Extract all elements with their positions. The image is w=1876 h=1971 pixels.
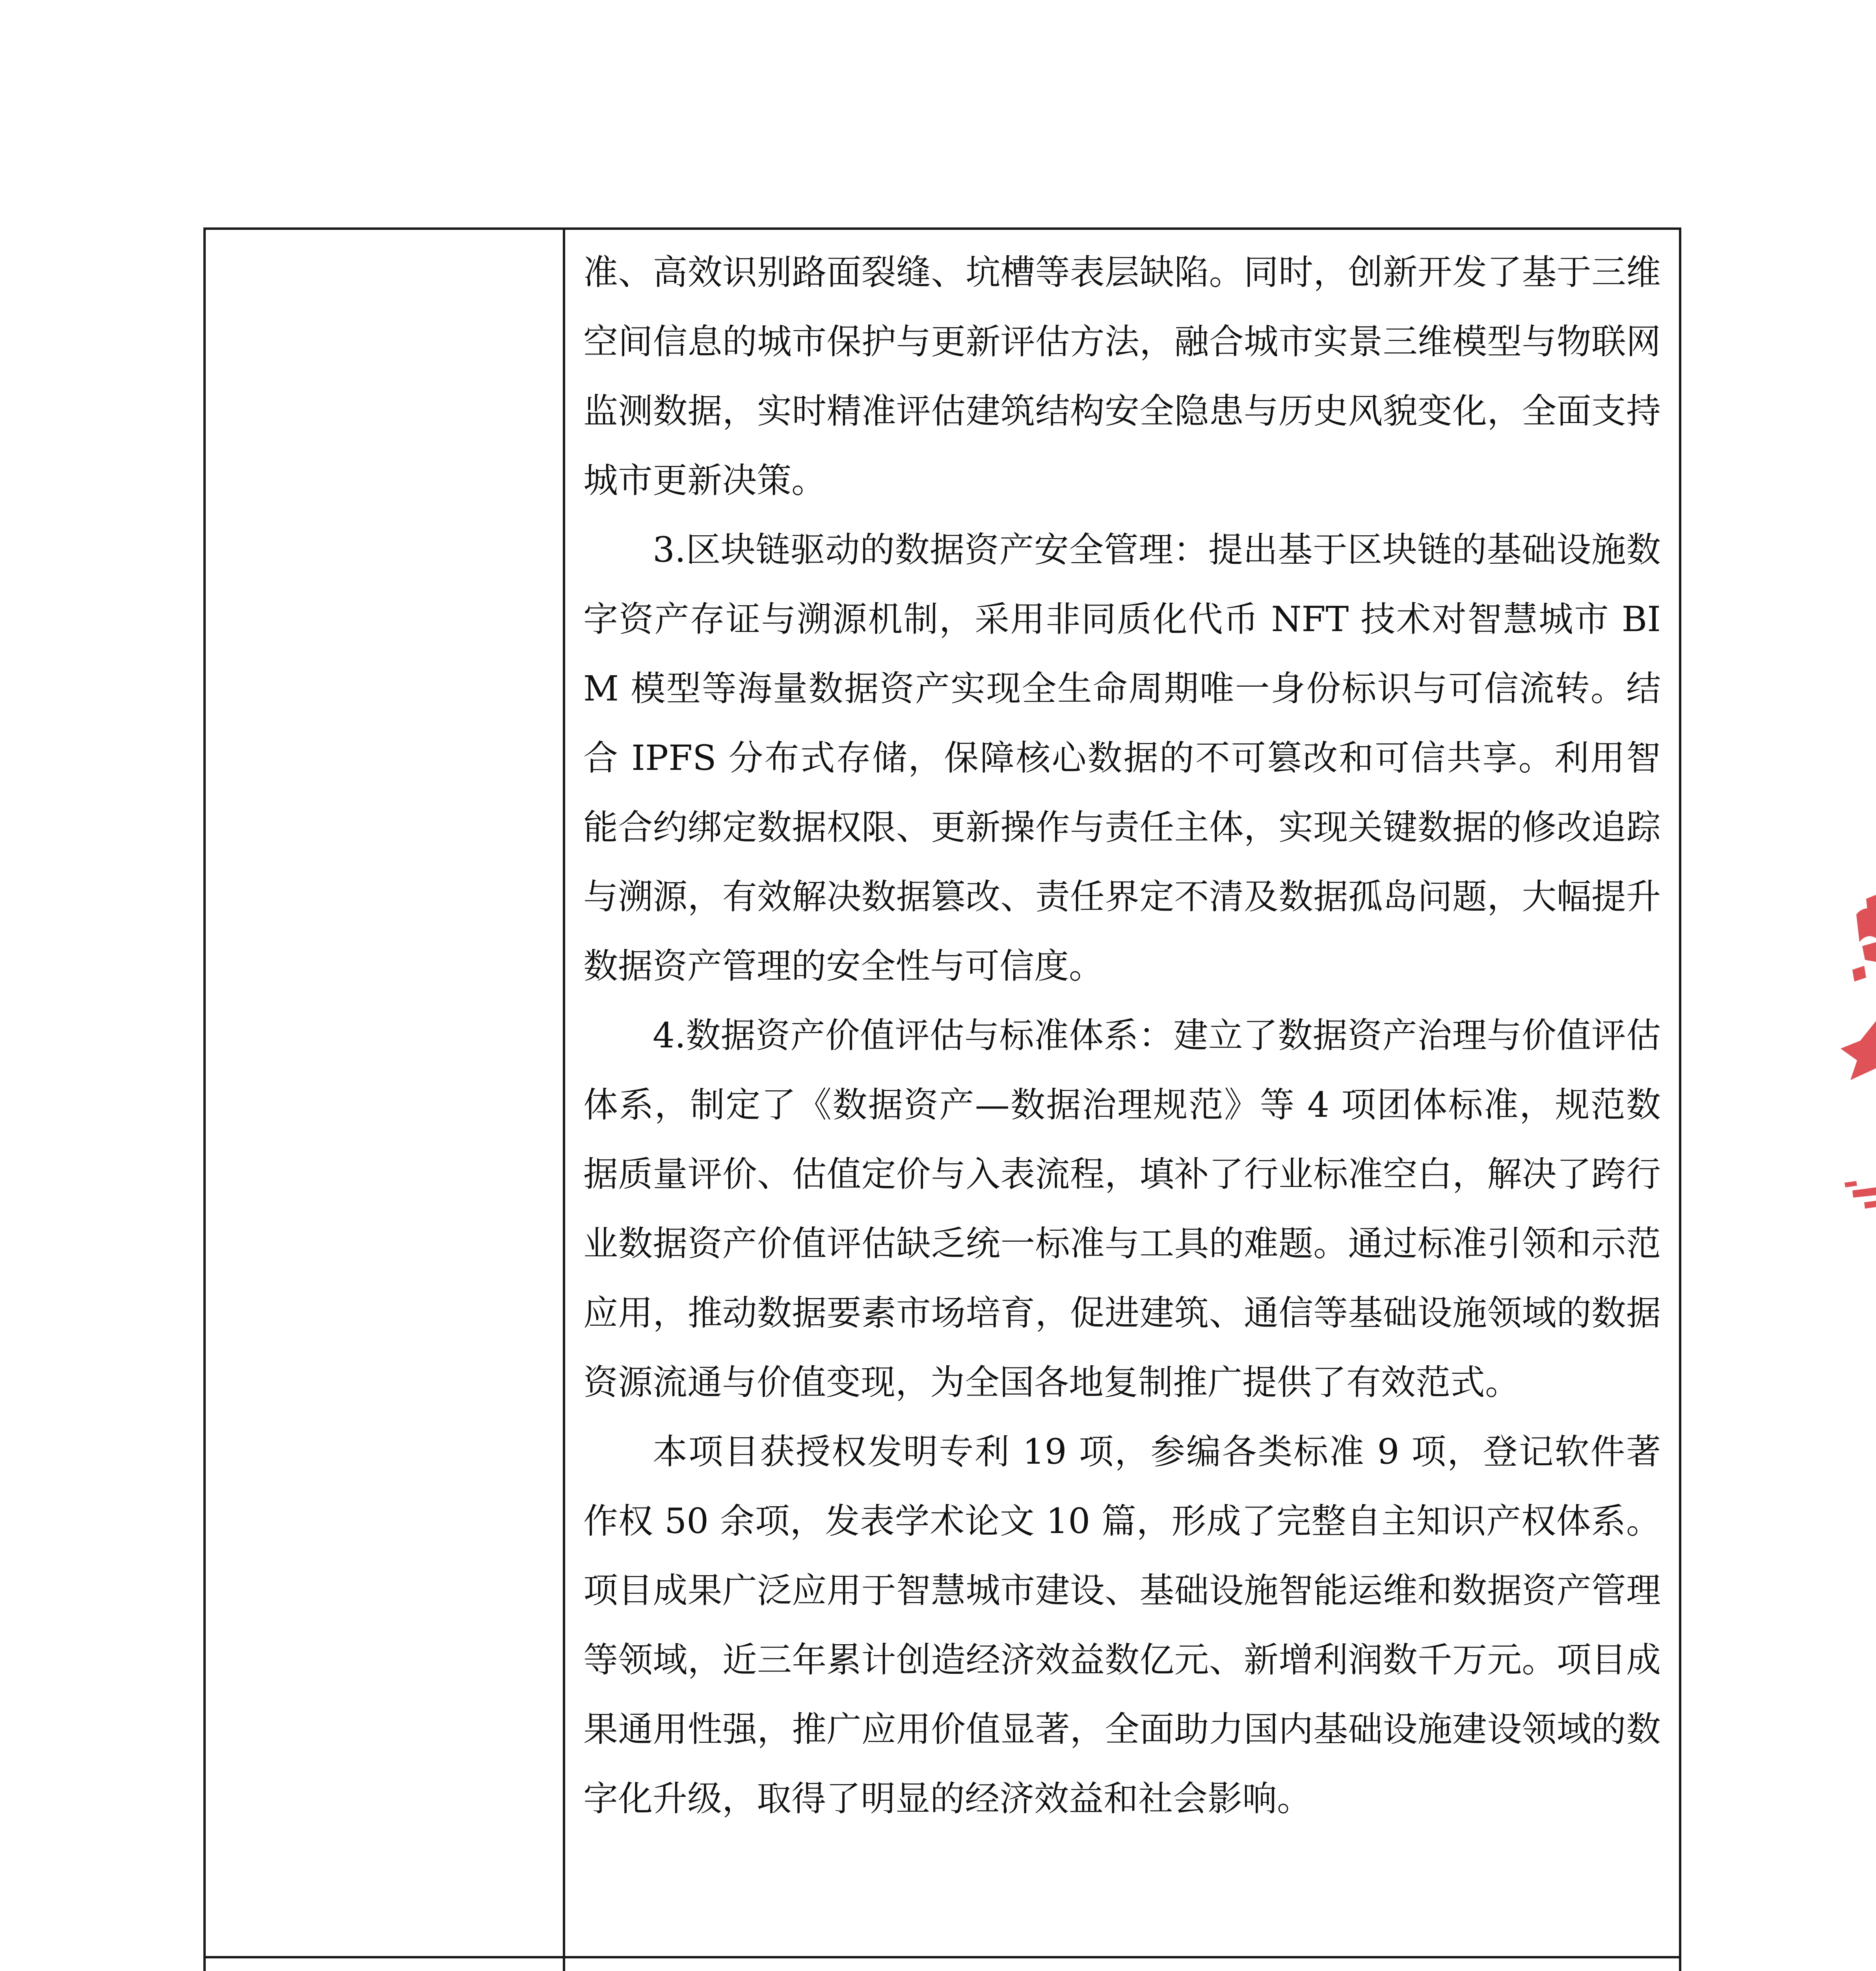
- paragraph-blockchain: 3.区块链驱动的数据资产安全管理：提出基于区块链的基础设施数字资产存证与溯源机制，采用非同质化代币 NFT 技术对智慧城市 BIM 模型等海量数据资产实现全生命周期唯一身份标识与可信流转。结合 IPFS 分布式存储，保障核心数据的不可篡改和可信共享。利用智能合约绑定数据权限、更新操作与责任主体，实现关键数据的修改追踪与溯源，有效解决数据篡改、责任界定不清及数据孤岛问题，大幅提升数据资产管理的安全性与可信度。: [583, 529, 1661, 986]
- nomination-content-cell: [564, 1957, 1680, 1971]
- list-item: [583, 1966, 1661, 1971]
- paragraph-project-summary: 本项目获授权发明专利 19 项，参编各类标准 9 项，登记软件著作权 50 余项，发表学术论文 10 篇，形成了完整自主知识产权体系。项目成果广泛应用于智慧城市建设、基础设施智能运维和数据资产管理等领域，近三年累计创造经济效益数亿元、新增利润数千万元。项目成果通用性强，推广应用价值显著，全面助力国内基础设施建设领域的数字化升级，取得了明显的经济效益和社会影响。: [583, 1431, 1661, 1819]
- paragraph-data-asset-valuation: 4.数据资产价值评估与标准体系：建立了数据资产治理与价值评估体系，制定了《数据资产—数据治理规范》等 4 项团体标准，规范数据质量评价、估值定价与入表流程，填补了行业标准空白，解决了跨行业数据资产价值评估缺乏统一标准与工具的难题。通过标准引领和示范应用，推动数据要素市场培育，促进建筑、通信等基础设施领域的数据资源流通与价值变现，为全国各地复制推广提供了有效范式。: [583, 1015, 1661, 1403]
- description-content: [565, 230, 1679, 1833]
- paragraph-continuation: 准、高效识别路面裂缝、坑槽等表层缺陷。同时，创新开发了基于三维空间信息的城市保护与更新评估方法，融合城市实景三维模型与物联网监测数据，实时精准评估建筑结构安全隐患与历史风貌变化，全面支持城市更新决策。: [583, 252, 1661, 501]
- nomination-label-cell: [205, 1957, 564, 1971]
- description-cell: [564, 229, 1680, 1957]
- empty-label-cell: [205, 229, 564, 1957]
- form-table: [203, 227, 1681, 1971]
- table-row-nomination: [205, 1957, 1680, 1971]
- nomination-content: [565, 1958, 1679, 1971]
- red-seal-fragment-icon: [1829, 891, 1876, 1246]
- table-row-description: [205, 229, 1680, 1957]
